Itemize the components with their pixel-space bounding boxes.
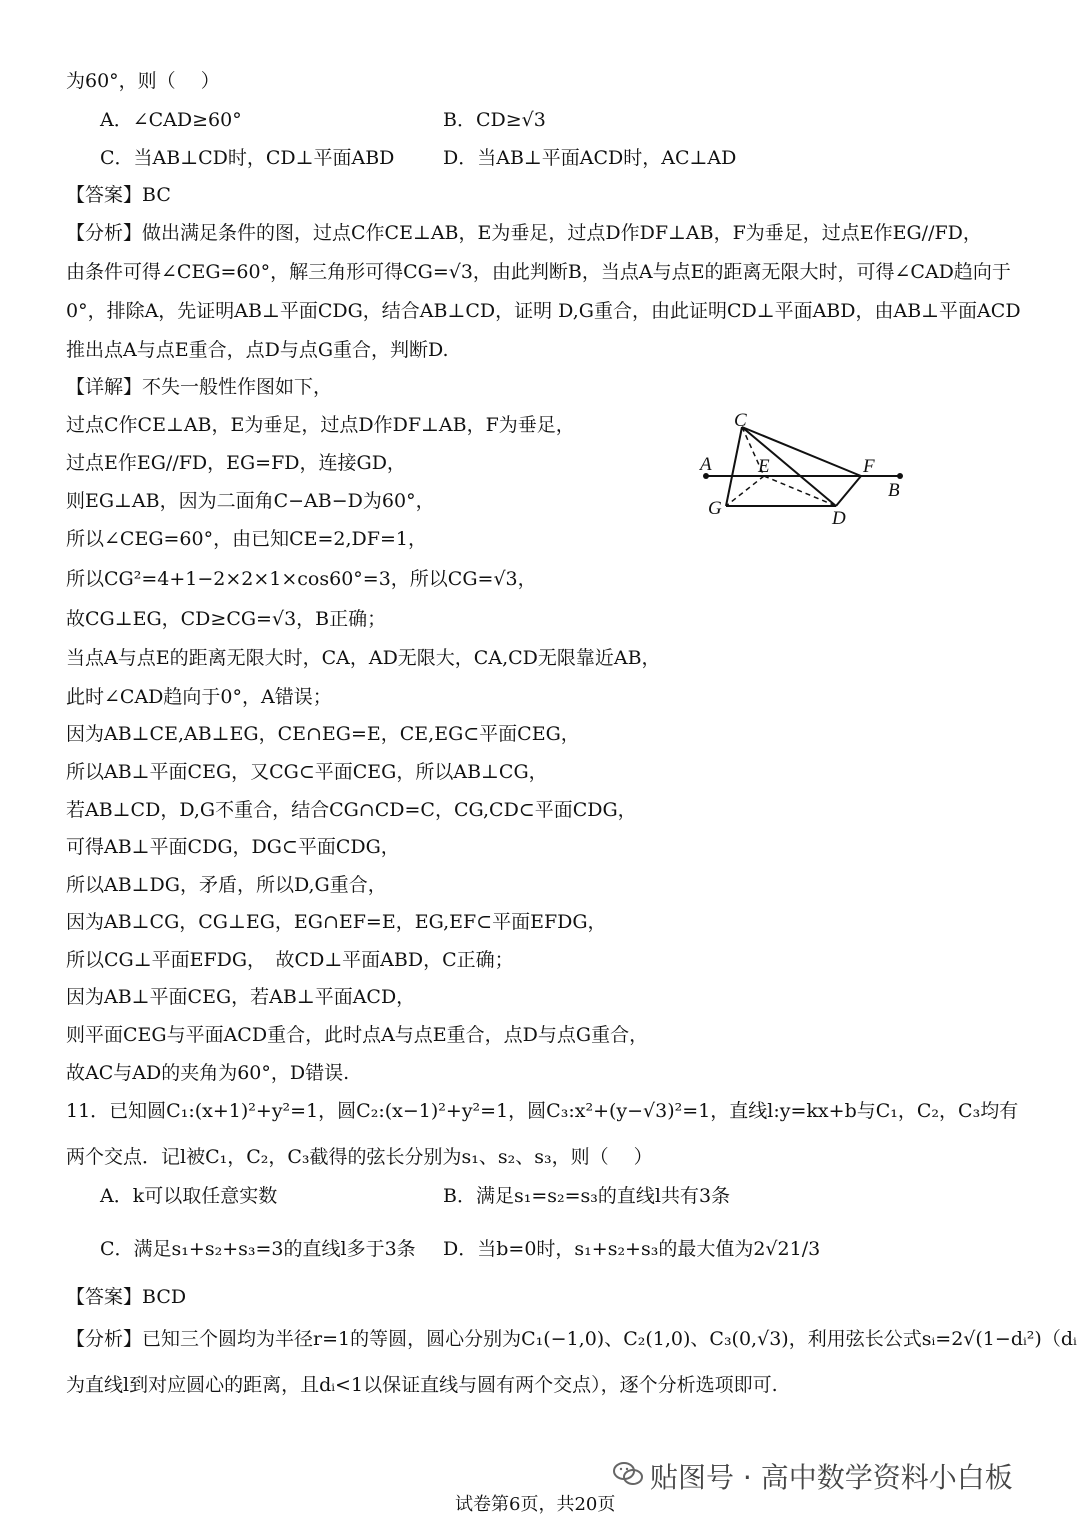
- text-line: 由条件可得∠CEG=60°，解三角形可得CG=√3，由此判断B，当点A与点E的距离无限大时，可得∠CAD趋向于: [66, 261, 1011, 283]
- text-line: 【答案】BCD: [66, 1286, 187, 1308]
- q10-option: D．当AB⊥平面ACD时，AC⊥AD: [443, 147, 737, 169]
- text-line: 所以∠CEG=60°，由已知CE=2,DF=1，: [66, 528, 427, 550]
- line-cd: [742, 427, 836, 506]
- label-f: F: [863, 456, 875, 477]
- text-line: 【答案】BC: [66, 184, 171, 206]
- geometry-figure: [696, 406, 916, 531]
- text-line: 所以AB⊥DG，矛盾，所以D,G重合，: [66, 874, 387, 896]
- text-line: 0°，排除A，先证明AB⊥平面CDG，结合AB⊥CD，证明 D,G重合，由此证明CD⊥平面ABD，由AB⊥平面ACD: [66, 300, 1021, 322]
- text-line: 若AB⊥CD，D,G不重合，结合CG∩CD=C，CG,CD⊂平面CDG，: [66, 799, 637, 821]
- q11-option: C．满足s₁+s₂+s₃=3的直线l多于3条: [100, 1238, 416, 1260]
- text-line: 两个交点．记l被C₁，C₂，C₃截得的弦长分别为s₁、s₂、s₃，则（ ）: [66, 1146, 653, 1168]
- text-line: 当点A与点E的距离无限大时，CA，AD无限大，CA,CD无限靠近AB，: [66, 647, 661, 669]
- line-cg: [726, 427, 742, 506]
- text-line: 因为AB⊥CE,AB⊥EG，CE∩EG=E，CE,EG⊂平面CEG，: [66, 723, 580, 745]
- label-d: D: [832, 508, 846, 529]
- text-line: 过点E作EG//FD，EG=FD，连接GD，: [66, 452, 406, 474]
- text-line: 因为AB⊥CG，CG⊥EG，EG∩EF=E，EG,EF⊂平面EFDG，: [66, 911, 607, 933]
- watermark: 贴图号 · 高中数学资料小白板: [650, 1461, 1013, 1494]
- q11-option: B．满足s₁=s₂=s₃的直线l共有3条: [443, 1185, 731, 1207]
- q10-option: A．∠CAD≥60°: [100, 109, 242, 131]
- q10-option: B．CD≥√3: [443, 109, 546, 131]
- text-line: 【分析】做出满足条件的图，过点C作CE⊥AB，E为垂足，过点D作DF⊥AB，F为垂足，过点E作EG//FD，: [66, 222, 982, 244]
- page-footer: 试卷第6页，共20页: [455, 1494, 616, 1515]
- text-line: 【分析】已知三个圆均为半径r=1的等圆，圆心分别为C₁(−1,0)、C₂(1,0)、C₃(0,√3)，利用弦长公式sᵢ=2√(1−dᵢ²)（dᵢ: [66, 1328, 1077, 1350]
- label-e: E: [758, 456, 770, 477]
- text-line: 过点C作CE⊥AB，E为垂足，过点D作DF⊥AB，F为垂足，: [66, 414, 575, 436]
- text-line: 推出点A与点E重合，点D与点G重合，判断D.: [66, 339, 449, 361]
- q11-option: D．当b=0时，s₁+s₂+s₃的最大值为2√21/3: [443, 1238, 821, 1260]
- text-line: 因为AB⊥平面CEG，若AB⊥平面ACD，: [66, 986, 416, 1008]
- text-line: 为60°，则（ ）: [66, 70, 220, 92]
- point-b: [897, 473, 903, 479]
- text-line: 所以AB⊥平面CEG，又CG⊂平面CEG，所以AB⊥CG，: [66, 761, 548, 783]
- text-line: 此时∠CAD趋向于0°，A错误；: [66, 686, 332, 708]
- text-line: 11．已知圆C₁:(x+1)²+y²=1，圆C₂:(x−1)²+y²=1，圆C₃:x²+(y−√3)²=1，直线l:y=kx+b与C₁，C₂，C₃均有: [66, 1100, 1019, 1122]
- wechat-icon: [612, 1460, 644, 1488]
- text-line: 则平面CEG与平面ACD重合，此时点A与点E重合，点D与点G重合，: [66, 1024, 649, 1046]
- text-line: 所以CG²=4+1−2×2×1×cos60°=3，所以CG=√3，: [66, 568, 537, 590]
- label-c: C: [734, 410, 747, 431]
- line-ed: [764, 476, 836, 506]
- text-line: 则EG⊥AB，因为二面角C−AB−D为60°，: [66, 490, 435, 512]
- text-line: 所以CG⊥平面EFDG， 故CD⊥平面ABD，C正确；: [66, 949, 514, 971]
- q10-option: C．当AB⊥CD时，CD⊥平面ABD: [100, 147, 395, 169]
- label-a: A: [700, 454, 712, 475]
- text-line: 【详解】不失一般性作图如下，: [66, 376, 333, 398]
- q11-option: A．k可以取任意实数: [100, 1185, 278, 1207]
- label-g: G: [708, 498, 722, 519]
- text-line: 故AC与AD的夹角为60°，D错误.: [66, 1062, 350, 1084]
- text-line: 为直线l到对应圆心的距离，且dᵢ<1以保证直线与圆有两个交点），逐个分析选项即可.: [66, 1374, 778, 1396]
- text-line: 故CG⊥EG，CD≥CG=√3，B正确；: [66, 608, 387, 630]
- label-b: B: [888, 480, 900, 501]
- text-line: 可得AB⊥平面CDG，DG⊂平面CDG，: [66, 836, 400, 858]
- line-df: [836, 476, 861, 506]
